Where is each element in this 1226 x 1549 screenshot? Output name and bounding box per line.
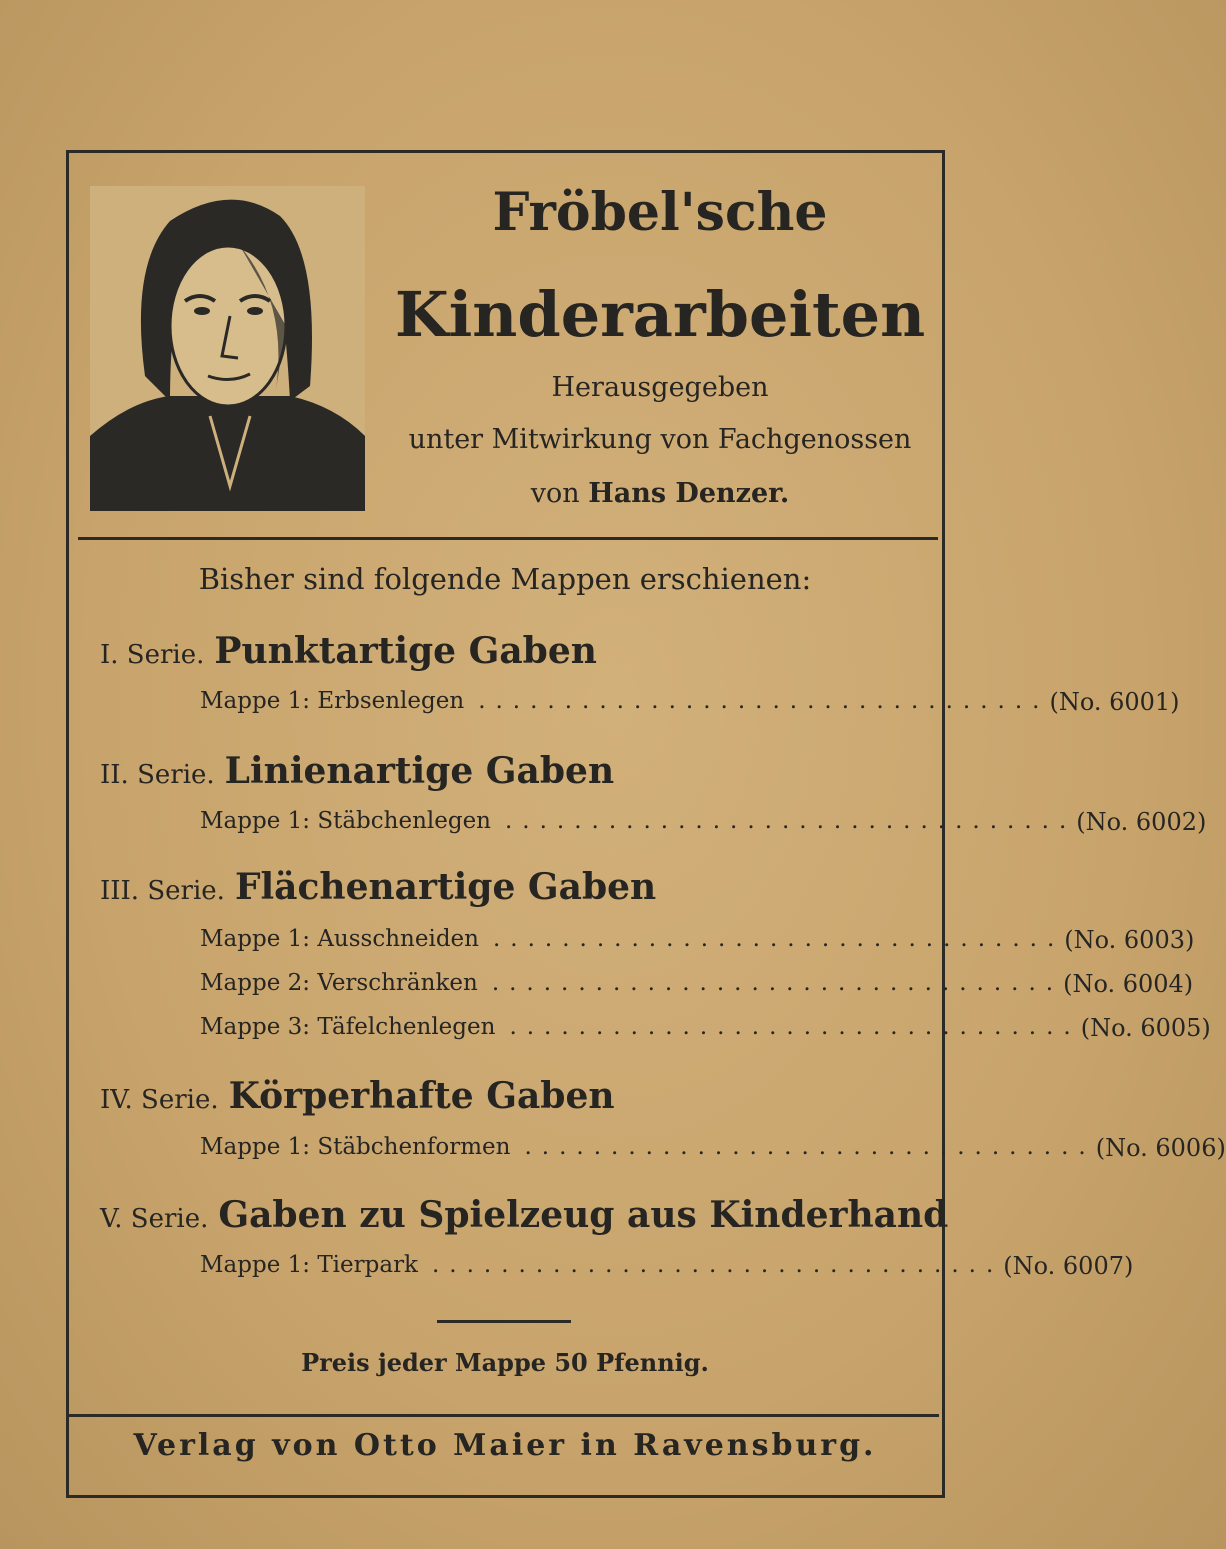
subtitle-published: Herausgegeben [551,372,769,403]
series-heading: V. Serie. Gaben zu Spielzeug aus Kinderhand [100,1194,949,1236]
list-item: Mappe 1: Tierpark ................................. (No. 6007) [200,1252,1134,1280]
title-line-1: Fröbel'sche [492,182,828,243]
title-line-2: Kinderarbeiten [394,278,926,351]
header-divider [78,537,938,540]
intro-text: Bisher sind folgende Mappen erschienen: [198,562,812,596]
price-note: Preis jeder Mappe 50 Pfennig. [301,1348,709,1377]
list-item: Mappe 1: Erbsenlegen ................................. (No. 6001) [200,688,1180,716]
author-prefix: von [530,478,580,509]
froebel-portrait-woodcut [90,186,365,511]
series-heading: IV. Serie. Körperhafte Gaben [100,1075,615,1117]
author-name: Hans Denzer. [588,478,790,509]
list-item: Mappe 1: Stäbchenformen ................................. (No. 6006) [200,1134,1226,1162]
footer-divider [69,1414,939,1417]
series-heading: I. Serie. Punktartige Gaben [100,630,597,672]
series-heading: III. Serie. Flächenartige Gaben [100,866,657,908]
series-heading: II. Serie. Linienartige Gaben [100,750,615,792]
list-item: Mappe 3: Täfelchenlegen ................................. (No. 6005) [200,1014,1211,1042]
short-divider [437,1320,571,1323]
list-item: Mappe 1: Stäbchenlegen ................................. (No. 6002) [200,808,1207,836]
list-item: Mappe 1: Ausschneiden ................................. (No. 6003) [200,926,1195,954]
publisher-imprint: Verlag von Otto Maier in Ravensburg. [133,1428,877,1463]
subtitle-collaboration: unter Mitwirkung von Fachgenossen [408,424,912,455]
list-item: Mappe 2: Verschränken ................................. (No. 6004) [200,970,1194,998]
author-line [380,478,940,509]
